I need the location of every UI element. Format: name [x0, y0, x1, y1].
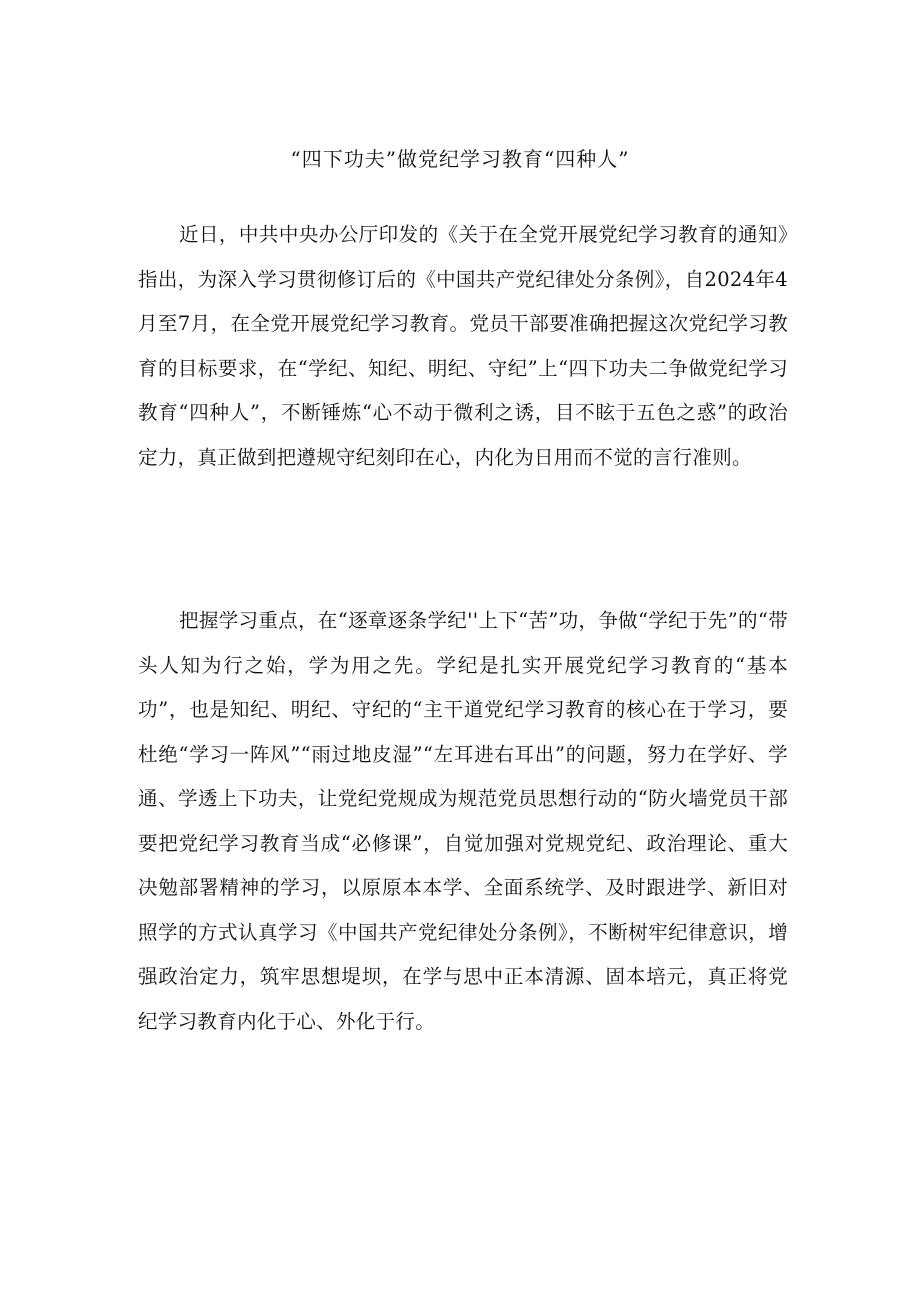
document-title: “四下功夫”做党纪学习教育“四种人” — [290, 147, 630, 171]
paragraph-2: 把握学习重点，在“逐章逐条学纪''上下“苦”功，争做“学纪于先”的“带头人知为行之始，学为用之先。学纪是扎实开展党纪学习教育的“基本功”，也是知纪、明纪、守纪的“主干道党纪学习教育的核心在于学习，要杜绝“学习一阵风”“雨过地皮湿”“左耳进右耳出”的问题，努力在学好、学通、学透上下功夫，让党纪党规成为规范党员思想行动的“防火墙党员干部要把党纪学习教育当成“必修课”，自觉加强对党规党纪、政治理论、重大决勉部署精神的学习，以原原本本学、全面系统学、及时跟进学、新旧对照学的方式认真学习《中国共产党纪律处分条例》，不断树牢纪律意识，增强政治定力，筑牢思想堤坝，在学与思中正本清源、固本培元，真正将党纪学习教育内化于心、外化于行。 — [138, 609, 788, 1033]
paragraph-1: 近日，中共中央办公厅印发的《关于在全党开展党纪学习教育的通知》指出，为深入学习贯彻修订后的《中国共产党纪律处分条例》，自2024年4月至7月，在全党开展党纪学习教育。党员干部要准确把握这次党纪学习教育的目标要求，在“学纪、知纪、明纪、守纪”上“四下功夫二争做党纪学习教育“四种人”，不断锤炼“心不动于微利之诱，目不眩于五色之惑”的政治定力，真正做到把遵规守纪刻印在心，内化为日用而不觉的言行准则。 — [138, 223, 788, 469]
